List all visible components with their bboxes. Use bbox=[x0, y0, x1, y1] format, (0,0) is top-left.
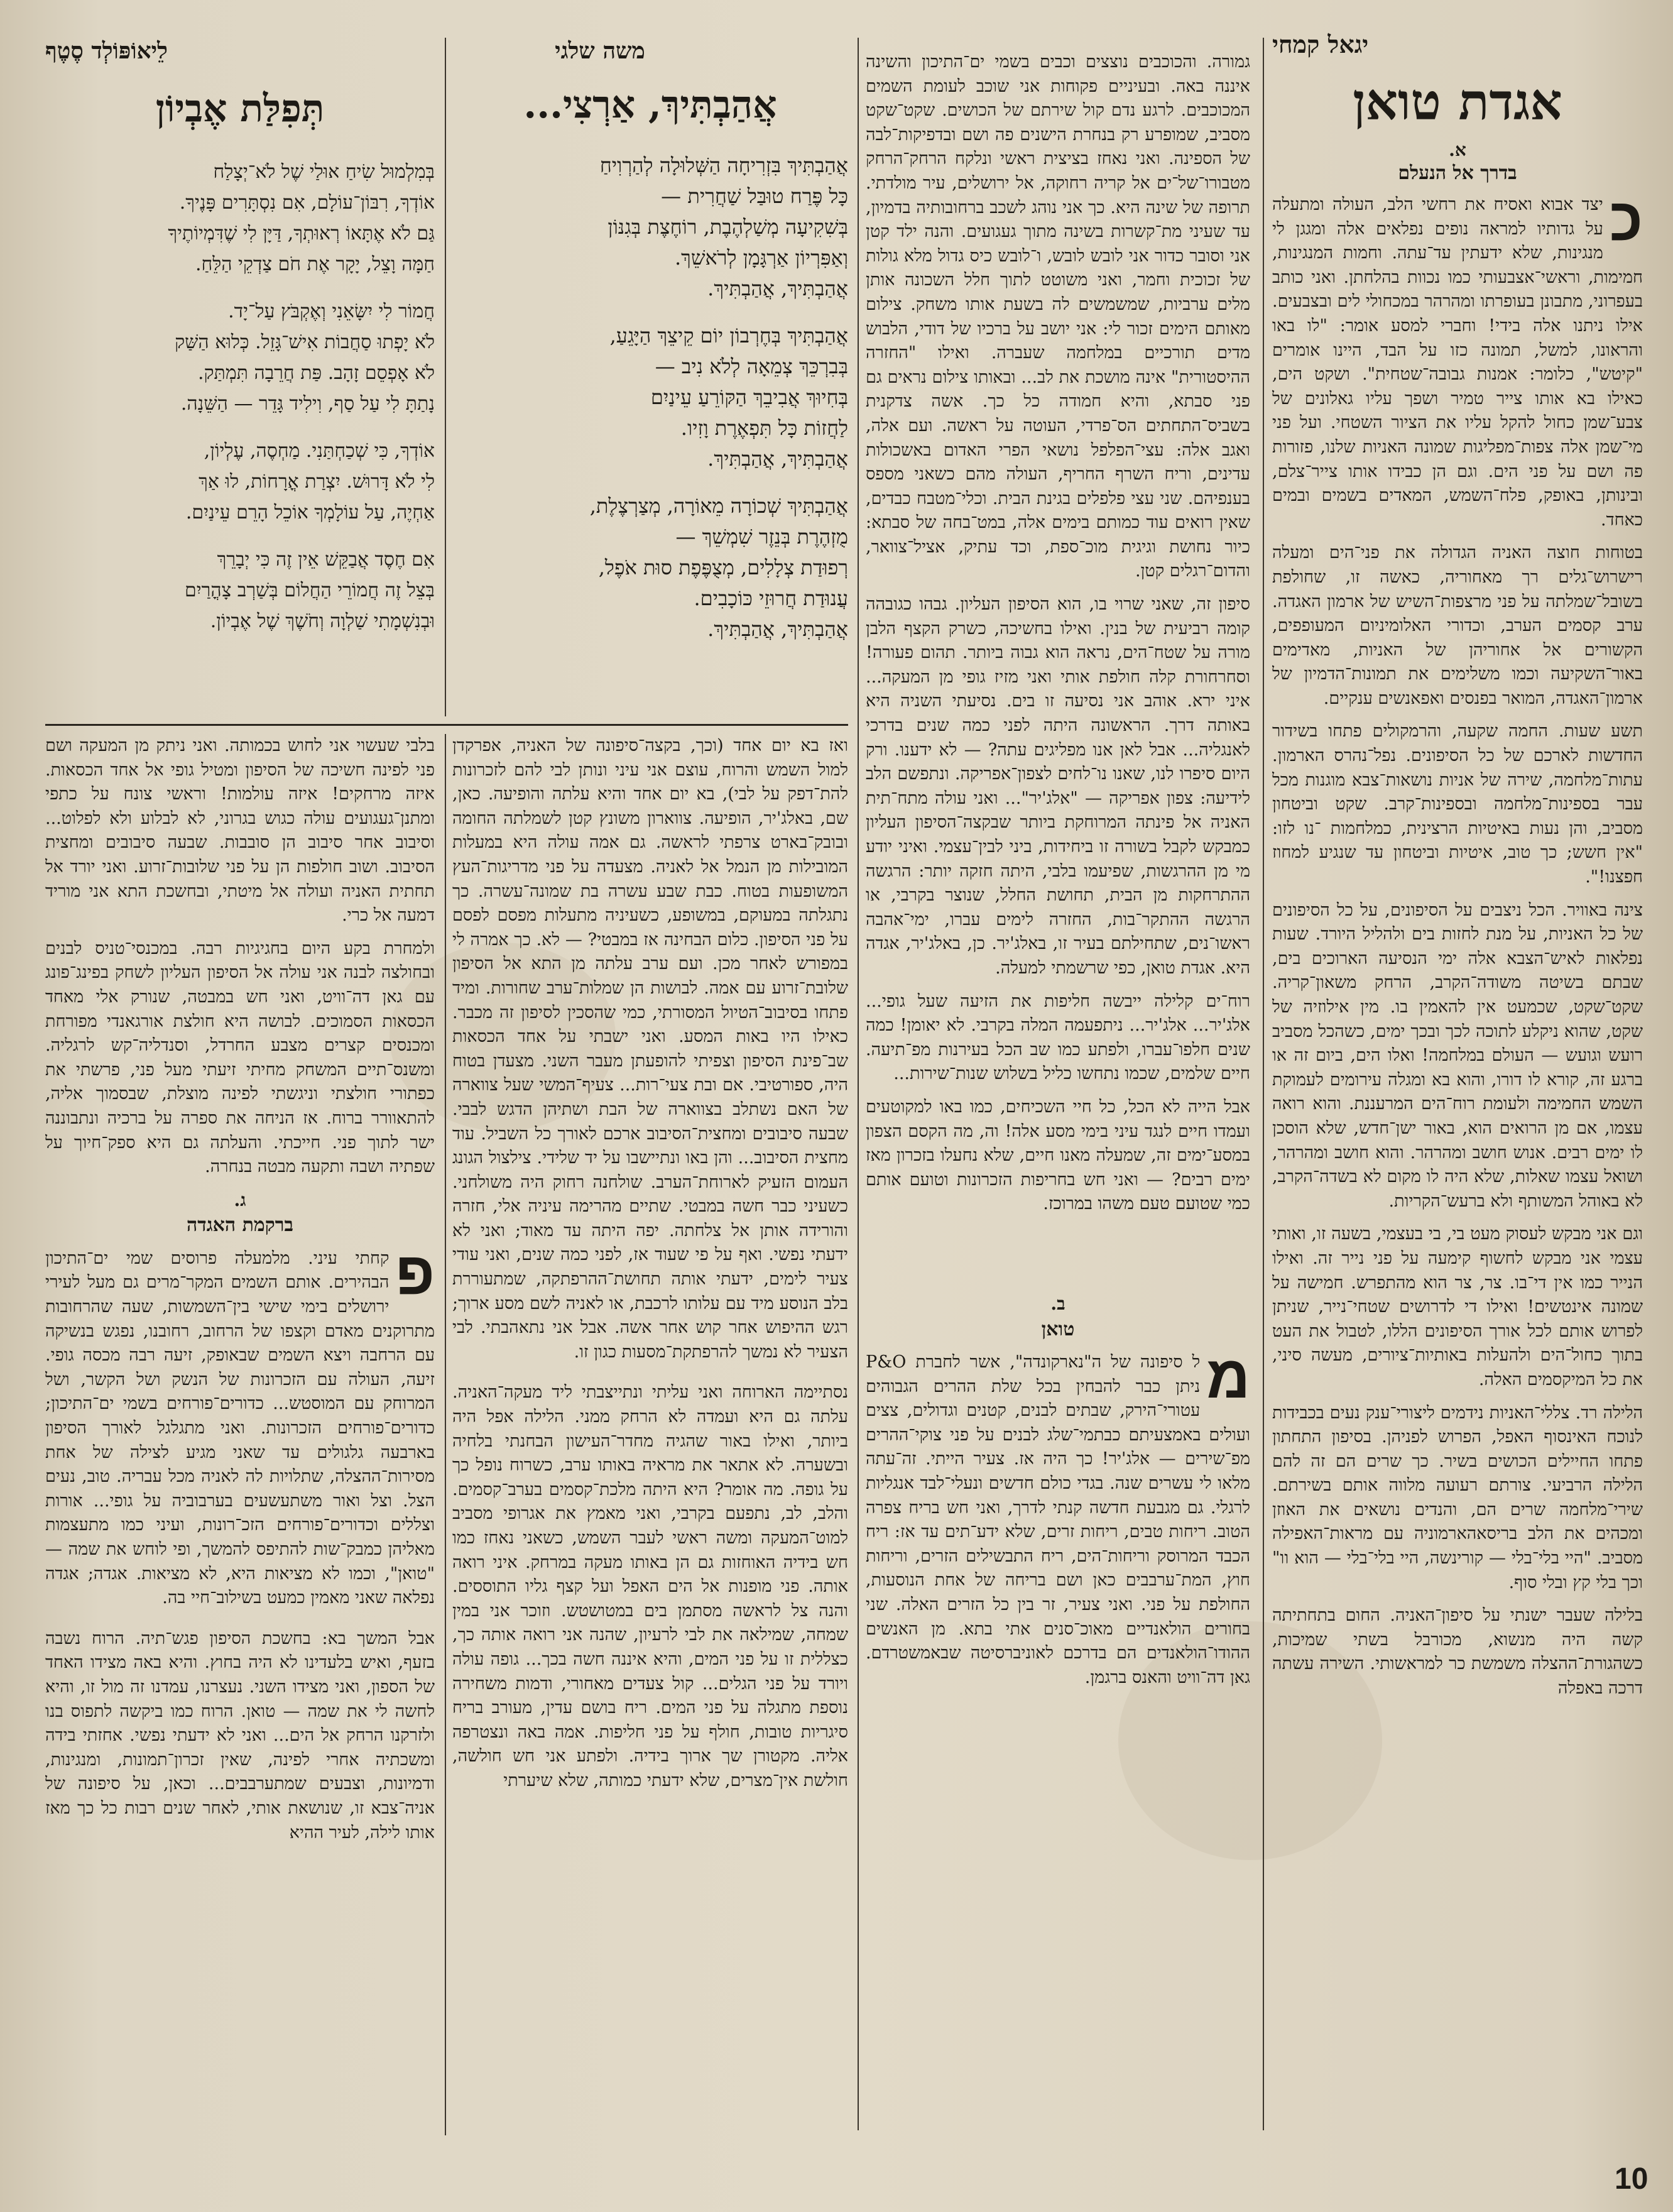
page-number: 10 bbox=[1615, 2162, 1648, 2196]
lower-middle-paragraph: נסתיימה הארוחה ואני עליתי ונתייצבתי ליד מעקה־האניה. עלתה גם היא ועמדה לא הרחק ממני. הלילה אפל היה ביותר, ואילו באור שהגיה מחדר־העישון הבחנתי בלחיה ובשערה. לא אתאר את מראיה באותו ערב, כשרוח נופל כך על גופה. מה אומר? היא היתה מלכת־קסמים בערב־קסמים. והלב, לב, נתפעם בקרבי, ואני מאמץ את אגרופי מסביב למוט־המעקה ומשה ראשי לעבר השמש, כשאני נאחז כמו חש בידיה האוחזות גם הן באותו מעקה במרחק. איני רואה אותה. פני מופנות אל הים האפל ועל קצף גליו התוססים. והנה צל לראשה מסתמן בים במטושטש. וזוכר אני במין שמחה, שמילאה את לבי לרעיון, שהנה אני רואה אותה כך, כצללית זו על פני המים, והיא איננה חשה בכך... גופה עולה ויורד על פני הגלים... קול צעדים מאחורי, ודמות משחירה נוספת מתגלה על פני המים. ריח בושם עדין, מעורב בריח סיגריות טובות, חולף על פני חליפות. אמה באה ונצטרפה אליה. מקטורן שך ארוך בידיה. ולפתע אני חש חולשה, חולשת אין־מצרים, שלא ידעתי כמותה, שלא שיערתי bbox=[452, 1382, 848, 1790]
chapter2-title: טואן bbox=[1041, 1318, 1075, 1340]
poem-line: בְּבִרְכֵּךְ צְמֵאָה לְלֹא נִיב — bbox=[655, 354, 848, 378]
poem-line: וְאַפִּרְיוֹן אַרְגָּמָן לְרֹאשֵׁךְ. bbox=[675, 246, 848, 270]
poem-line: אוֹדְךָ, כִּי שְׁכַחְתַּנִי. מַחְסֶה, עֶלְיוֹן, bbox=[204, 440, 435, 462]
poem-stanza bbox=[45, 296, 435, 419]
story1-paragraph: תשע שעות. החמה שקעה, והרמקולים פתחו בשידור החדשות לארכם של כל הסיפונים. נפל־נהרס הארמון. עתות־מלחמה, שירה של אניות נושאות־צבא מוגנות מכל עבר בספינות־מלחמה ובספינות־קרב. שקט וביטחון מסביב, והן נעות באיטיות הרצינית, כמלחמות ־נו לזו: "אין חשש; כך טוב, איטיות וביטחון עד שנגיע למחוז חפצנו!". bbox=[1272, 721, 1643, 887]
poem-stanza bbox=[45, 435, 435, 528]
story3-author: לֵיאוֹפּוֹלְד סֶטֶף bbox=[45, 38, 168, 64]
story1-cont-body bbox=[866, 50, 1250, 1690]
poem-line: בְּחִיוּךְ אֲבִיבֵךְ הַקּוֹרֵעַ עֵינַיִם bbox=[650, 385, 848, 409]
chapter3-number: ג. bbox=[234, 1189, 246, 1210]
column-divider bbox=[445, 38, 446, 716]
lower-left-body bbox=[45, 734, 435, 1845]
chapter2-number: ב. bbox=[1050, 1293, 1065, 1314]
lower-left-paragraph: קחתי עיני. מלמעלה פרוסים שמי ים־התיכון הבהירים. אותם השמים המקר־מרים גם מעל לעירי ירושלים בימי שישי בין־השמשות, שעה שהרחובות מתרוקנים מאדם וקצפו של הרחוב, רחובנו, נפגש בנשיקה עם הרחבה ויצא השמים שבאופק, זיעה רבה מכסה גופי. זיעה, העולה עם הזכרונות של הנשק ושל הקשר, ושל המרוחק עם המוסטש... כדורים־פורחים בשמי ים־התיכון; כדורים־פורחים הזכרונות. ואני מתגלגל לאורך הסיפון בארבעה גלגולים עד שאני מגיע לצילה של אחת מסירות־ההצלה, שתלויות לה לאניה מכל עבריה. טוב, נעים הצל. וצל ואור משתעשעים בערבוביה על גופי... אורות וצללים וכדורים־פורחים הזכ־רונות, ועיני כמו מתעצמות מאליהן כמבק־שות להתיפס להמשך, ופי לוחש את שמה — "טואן", וכמו לא מציאות היא, לא מציאות. אגדה; אגדה נפלאה שאני מאמין כמעט בשילוב־חיי בה. bbox=[45, 1248, 435, 1608]
story2-author: משה שלגי bbox=[555, 38, 645, 64]
chapter3-title: ברקמת האגדה bbox=[187, 1214, 293, 1237]
story1-column-lower-middle bbox=[452, 734, 848, 2135]
poem-line: גַּם לֹא אֶתָּאוֹ רְאוּתְךָ, דַּיָּן לִי שֶׁדִּמְיוֹתֶיךָ bbox=[168, 222, 435, 244]
story1-cont-paragraph: רוח־ים קלילה ייבשה חליפות את הזיעה שעל גופי... אלג'יר... אלג'יר... ניתפעמה המלה בקרבי. לא יאומן! כמה שנים חלפו־עברו, ולפתע כמו שב הכל בעירנות מפ־תיעה. חיים שלמים, שכמו נתחשו כליל בשלוש שנות־שירות... bbox=[866, 991, 1250, 1084]
poem-line: בְּמִלְמוּל שִׂיחַ אוּלַי שֶׁל לֹא־יְצָלַח bbox=[213, 161, 435, 183]
poem-stanza bbox=[452, 320, 848, 474]
story1-title: אגדת טואן bbox=[1353, 72, 1562, 131]
story1-column bbox=[1272, 30, 1643, 2123]
story1-cont-paragraph: אבל הייה לא הכל, כל חיי השכיחים, כמו באו למקוטעים ועמדו חיים לנגד עיני בימי מסע אלה! וה, מה הקסם הצפון במסע־ימים זה, שמעלה מאנו חיים, שלא נחעלו בזכרון מאז ימים רבים? — ואני חש בחריפות הזכרונות וטועם אותם כמי שטועם טעם משהו במרוכז. bbox=[866, 1097, 1250, 1214]
column-divider bbox=[858, 38, 859, 2130]
story1-paragraph: בלילה שעבר ישנתי על סיפון־האניה. החום בתחתיתה קשה היה מנשוא, מכורבל בשתי שמיכות, כשהגורת־ההצלה משמשת כר למראשותי. השירה עשתה דרכה באפלה bbox=[1272, 1606, 1643, 1699]
section-divider bbox=[45, 724, 848, 726]
poem-line: לֹא אָפְסֵם זָהָב. פַּת חֲרֵבָה תִּמְתַּק. bbox=[197, 362, 435, 384]
story3-title: תְּפִלַּת אֶבְיוֹן bbox=[155, 87, 325, 131]
poem-line: אוֹדְךָ, רִבּוֹן־עוֹלָם, אִם נִסְתָּרִים פָּנֶיךָ. bbox=[179, 192, 435, 214]
chapter2-dropcap: מ bbox=[1206, 1344, 1250, 1411]
poem-stanza bbox=[452, 150, 848, 304]
poem-line: אֲהַבְתִּיךְ, אֲהַבְתִּיךְ. bbox=[707, 276, 848, 300]
story1-paragraph: יצד אבוא ואסיח את רחשי הלב, העולה ומתעלה על גדותיו למראה נופים נפלאים אלה ומגגן לי מנגינות, שלא ידעתין עד־עתה. וחמות המנגינות, חמימות, וראשי־אצבעותי כמו נכוות בהלחתן. ואני כותב בעפרוני, מתבונן בעופרתו ומהרהר במכחולי לים ובצבעים. אילו ניתנו אלה בידי! וחברי למסע אומר: "לו באו והראונו, למשל, תמונה כזו על הבד, היינו אומרים "קיטש", כלומר: אמנות גבובה־שטחית". ושקט הים, כאילו בא אותו צייר טמיר ושפך עליו גאלונים של צבע־שמן כחול להקל עליו את הציור השטחי. ועל פני מי־שמן אלה צפות־מפליגות שמונה האניות שלנו, פזורות פה ושם על פני הים. וגם הן כבידו אותו צייר־צלם, ובינותן, באופק, פלח־השמש, המאדים בשמים ובמים כאחד. bbox=[1272, 195, 1643, 530]
story1-author: יגאל קמחי bbox=[1272, 30, 1369, 58]
poem-stanza bbox=[45, 156, 435, 280]
story2-title: אֲהַבְתִּיךְ, אַרְצִי... bbox=[523, 83, 777, 127]
column-divider bbox=[445, 734, 446, 2135]
story1-body bbox=[1272, 186, 1643, 1701]
story1-cont-paragraph: גמורה. והכוכבים נוצצים וכבים בשמי ים־התיכון והשינה איננה באה. ובעיניים פקוחות אני שוכב לעומת השמים המכוכבים. לרגע נדם קול שירתם של הכושים. שקט־שקט מסביב, שמופרע רק בנחרת הישנים פה ושם ובדפיקות־לבה של הספינה. ואני נאחז בציצית ראשי ונלקח הרחק־הרחק מטבורו־של־ים אל קריה רחוקה, אל ירושלים, עיר מולדתי. תרופה של שינה היא. כך אני נוהג לשכב ברחובותיה בדמיון, עד שעיני מת־קשרות בשינה מתוך געגועים. והנה ילד קטן אני וסובר כדור אני לובש לובש, ו־לובש כיס גדול מלא גולות של זכוכית וחמר, ואני משוטט לתוך חלל השכונה אותן מלים ערביות, שמשמשים לה בשעת אותו משחק. צילום מאותם הימים זכור לי: אני יושב על ברכיו של דודי, הלבוש מדים תורכיים במלחמה שעברה. ואילו "החזרה ההיסטורית" אינה מושכת את לב... ובאותו צילום נראים גם פני סבתא, והיא חמודה כל כך. אשה צדקנית בשביס־התחתים הס־פרדי, העוטה על ראשה. ועם אלה, ואגב אלה: עצי־הפלפל נושאי הפרי האדום באשכולות עדינים, וריח השרף החריף, העולה מהם כשאני מספס בענפיהם. שני עצי פלפלים בגינת הבית. וכלי־מטבח כבדים, שאין רואים עוד כמותם בימים אלה, במט־בחה של סבתא: כיור נחושת וגיגית מוכ־ספת, וכד עתיק, אציל־צוואר, והדום־רגלים קטן. bbox=[866, 52, 1250, 581]
poem-line: חֲמוֹר לִי יִשָּׂאֵנִי וְאֶקְבֹּץ עַל־יָד. bbox=[228, 300, 435, 322]
story1-paragraph: בטוחות חוצה האניה הגדולה את פני־הים ומעלה רישרוש־גלים רך מאחוריה, כאשה זו, שחולפת בשובל־שמלתה על פני מרצפות־השיש של ארמון האגדה. ערב קסמים הערב, וכדורי האלומיניום המעופפים, הקשורים אל אחוריהן של האניות, מאדימים באור־השקיעה וכמו משלימים את תמונות־הדמיון של ארמון־האגדה, המואר בפנסים ואפאנשים ענקיים. bbox=[1272, 543, 1643, 708]
chapter1-number: א. bbox=[1449, 140, 1466, 160]
poem-line: נָתַתָּ לִי עַל סַף, וִילִיד גָּדֵר — הַשֵּׁנָה. bbox=[180, 393, 435, 415]
story1-paragraph: הלילה רד. צללי־האניות נידמים ליצורי־ענק נעים בכבידות לנוכח האינסוף האפל, הפרוש לפניהן. בסיפון התחתון פתחו החיילים הכושים בשיר. כך שרים הם זה להם הלילה הרביעי. צורתם רעועה מלווה אותם בשירתם. שירי־מלחמה שרים הם, והנדים נושאים את האוזן ומכהים את הלב בריסאהארמוניה עם מראות־האפילה מסביב. "היי בלי־בלי — קורינשה, היי בלי־בלי — הוא וו" וכך בלי קץ ובלי סוף. bbox=[1272, 1403, 1643, 1592]
poem-line: וּבְנִשְׁמָתִי שַׁלְוָה וְחֹשֶׁךְ שֶׁל אֶבְיוֹן. bbox=[210, 610, 435, 632]
poem-line: בְּשִׁקִיעָה מְשַׁלְהֶבֶת, רוֹחֶצֶת בְּגִנּוֹן bbox=[608, 215, 848, 239]
poem-line: כָּל פֶּרַח טוּבַּל שַׁחֲרִית — bbox=[661, 184, 848, 208]
story1-paragraph: וגם אני מבקש לעסוק מעט בי, בי בעצמי, בשעה זו, ואותי עצמי אני מבקש לחשוף קימעה על פני נייר זה. ואילו הנייר כמו אין די־בו. צר, צר הוא מהתפרש. חמישה על שמונה אינטשים! ואילו די לדרושים שטחי־נייר, שניתן לפרוש אותם לכל אורך הסיפונים הללו, לטבול את העט בתוך כחול־הים ולהעלות באותיות־ציורים, מעשה סיני, את כל המיקסמים האלה. bbox=[1272, 1224, 1643, 1389]
story1-dropcap: כ bbox=[1609, 186, 1643, 253]
poem-line: אִם חֶסֶד אֲבַקֵּשׁ אֵין זֶה כִּי יְבָרֵךְ bbox=[217, 549, 435, 571]
lower-middle-body bbox=[452, 734, 848, 1793]
poem-line: אֲהַבְתִּיךְ, אֲהַבְתִּיךְ. bbox=[707, 447, 848, 471]
poem-line: אֲהַבְתִּיךְ בְּחֶרְבוֹן יוֹם קֵיצֵךְ הַיָּגֵעַ, bbox=[609, 324, 848, 348]
poem-stanza bbox=[452, 491, 848, 645]
poem-line: אֲהַבְתִּיךְ שְׁכוֹרָה מֵאוֹרָה, מְצַרְצֶלֶת, bbox=[589, 494, 848, 518]
story1-paragraph: צינה באוויר. הכל ניצבים על הסיפונים, על כל הסיפונים של כל האניות, על מנת לחזות בים ולהליל היורד. שעות נפלאות לאיש־הצבא אלה ימי הנסיעה הארוכים בים, שבתם בשיטה משודה־הקרב, הרחק משאון־קריה. שקט־שקט, שכמעט אין להאמין בו. מין אילוזיה של שקט, שהוא ניקלע לתוכה לכך ובכך ימים, כשהכל מסביב רועש וגועש — העולם במלחמה! ואלו הים, ביום זה או ברגע זה, קורא לו דורו, והוא בא ומגלה עירומים לעמוקת השמש החמימה ולעומת רוח־הים המרעננת. והוא רואה עצמו, אם מן הרואים הוא, באור ישן־חדש, שלא הוסכן לו ימים רבים. אנוש חושב ומהרהר. והוא חושב ומהרהר, ושואל עצמו שאלות, שלא היה לו מקום לא בשדה־הקרב, לא באוהל המשותף ולא ברעש־הקריות. bbox=[1272, 900, 1643, 1211]
poem-stanza bbox=[45, 544, 435, 637]
story1-column-lower-left bbox=[45, 734, 435, 2135]
poem-line: אֲהַבְתִּיךְ בִּזְרִיחָה הַשְּׁלוּלָה לְהַרְוִיחַ bbox=[599, 153, 848, 177]
poem-line: רְפוּדַת צְלָלִים, מְצֻפֶּפֶת סוּת אֹפֶל, bbox=[598, 556, 848, 579]
poem-line: מֻזְהֶרֶת בְּנֵזֶר שִׁמְשֵׁךְ — bbox=[675, 525, 848, 549]
poem-line: אֲהַבְתִּיךְ, אֲהַבְתִּיךְ. bbox=[707, 617, 848, 641]
poem-line: לֹא יָפְתוּ סַחֲבוֹת אִישׁ־גָּזֵל. כְּלוּא הַשַּׁק bbox=[175, 331, 435, 353]
story2-poem bbox=[452, 38, 848, 716]
story3-poem bbox=[45, 38, 435, 716]
story3-verses bbox=[45, 156, 435, 637]
lower-left-paragraph: ולמחרת בקע היום בחגיגיות רבה. במכנסי־טניס לבנים ובחולצה לבנה אני עולה אל הסיפון העליון לשחק בפינג־פונג עם גאן דה־וויט, ואני חש במבטה, שנורק אלי מאחד הכסאות הסמוכים. לבושה היא חולצת אורגאנדי מפורחת ומכנסים קצרים מצבע החרדל, וסנדליה־קש לרגליה. ומשנס־תיים המשחק מחיתי זיעתי מעל פני, פרשתי את כפתורי חולצתי וניגשתי לפינה מוצלת, שבסמוך אליה, להתאוורר ברוח. אז הניחה את ספרה על ברכיה ונתבוננה ישר לתוך פני. חייכתי. והעלתה גם היא ספק־חיוך על שפתיה ושבה ותקעה מבטה בנחרה. bbox=[45, 938, 435, 1177]
story1-cont-paragraph: ל סיפונה של ה"נארקונדה", אשר לחברת P&O ניתן כבר להבחין בכל שלת ההרים הגבוהים עטורי־הירק, שבתים לבנים, קטנים וגדולים, צצים ועולים באמצעיתם כבתמי־שלג לבנים על פני צוקי־ההרים מפ־שירים — אלג'יר! כך היה אז. צעיר הייתי. זה־עתה מלאו לי עשרים שנה. בגדי כולם חדשים ונעלי־לבד אנגליות לרגלי. גם מגבעת חדשה קנתי לדרך, ואני חש בריח צפרה הטוב. ריחות טבים, ריחות זרים, שלא ידע־תים עד אז: ריח הכבד המרוסק וריחות־הים, ריח התבשילים הזרים, וריחות חוץ, המת־ערבבים כאן ושם בריחה של אחת הנוסעות, החולפת על פני. ואני צעיר, זר בין כל הזרים האלה. שני בחורים הולאנדיים מאוכ־סנים אתי בתא. מן האנשים ההודו־הולאנדים הם בדרכם לאוניברסיטה שבאמשטרדם. גאן דה־וויט והאנס ברגמן. bbox=[866, 1352, 1250, 1687]
column-divider bbox=[1263, 38, 1264, 2130]
poem-line: אַחְיֶה, עַל עוֹלָמְךָ אוֹכֵל הָרֵם עֵינַיִם. bbox=[185, 501, 435, 523]
poem-line: לִי לֹא דָּרוּשׁ. יִצְרַת אֳרָחוֹת, לוּ אַךְ bbox=[199, 471, 435, 493]
poem-line: עֲנוּדַת חֲרוּזֵי כּוֹכָבִים. bbox=[694, 586, 848, 610]
lower-middle-paragraph: ואז בא יום אחד (וכך, בקצה־סיפונה של האניה, אפרקדן למול השמש והרוח, עוצם אני עיני ונותן לבי להם לזכרונות להת־דפק על לבי), בא יום אחד והיא עלתה והופיעה. כאן, שם, באלג'יר, הופיעה. צווארון משונץ קטן לשמלתה החומה ובובק־בארט צרפתי לראשה. גם אמה עולה היא במעלות המובילות מן הנמל אל לאניה. מצעדה על פני מדריגות־העץ המשופעות בטוח. כבת שבע עשרה בת שמונה־עשרה. כך נתגלתה במעוקם, במשופע, כשעיניה מתעלות מפסם לפסם על פני הסיפון. כלום הבחינה אז במבטי? — לא. כך אמרה לי במפורש לאחר מכן. ועם ערב עלתה מן התא אל הסיפון שלובת־זרוע עם אמה. לבושות הן שמלות־ערב שחורות. ומיד פתחו בסיבוב־הטיול המסורתי, כמי שהסכין לסיפון זה מכבר. כאילו היו באות המסע. ואני ישבתי על אחד הכסאות שב־פינת הסיפון וצפיתי להופעתן מעבר השני. מצעדן בטוח היה, ספורטיבי. אם ובת צעי־רות... צעיף־המשי שעל צווארה של האם נשתלב בצווארה של הבת ושתיהן הדגש לבבי. שבעה סיבובים ומחצית־הסיבוב ארכם לאורך כל השביל. עוד מחצית הסיבוב... והן באו ונתיישבו על יד שלידי. צילצול הגונג העמום הזעיק לארוחת־הערב. שולחנה רחוק היה משולחני. כשעיני כבר חשה במבטי. שתיים מהרימה עיניה אלי, חזרה והורידה אותן אל צלחתה. יפה היתה עד מאוד; ואני לא ידעתי נפשי. ואף על פי שעוד אז, לפני כמה שנים, ואני עודי צעיר לימים, ידעתי אותה תחושת־ההרפתקה, שמתעוררת בלב הנוסע מיד עם עלותו לרכבת, או לאניה לשם מסע ארוך; רגש ההיפוש אחר קוש אחר אשה. אבל אני נתאהבתי. לבי הצעיר לא נמשך להרפתקת־מסעות כגון זו. bbox=[452, 736, 848, 1362]
lower-left-paragraph: בלבי שעשוי אני לחוש בכמותה. ואני ניתק מן המעקה ושם פני לפינה חשיכה של הסיפון ומטיל גופי אל אחד הכסאות. איזה מרחקים! איזה עולמות! וראשי צונח על כתפי ומתנן־געגועים עולה כגוש בגרוני, לא לבלוע ולא לפלוט... וסיבוב אחר סיבוב הן סובבות. שבעה סיבובים ומחצית הסיבוב. ושוב חולפות הן על פני שלובות־זרוע. ואני יורד אל תחתית האניה ועולה אל מיטתי, ובחשכת התא אני מוריד דמעה אל כרי. bbox=[45, 736, 435, 926]
story1-cont-paragraph: סיפון זה, שאני שרוי בו, הוא הסיפון העליון. גבהו כגובהה קומה רביעית של בנין. ואילו בחשיכה, כשרק הקצף הלבן מורה על שטח־הים, נראה הוא גבוה ביותר. תהום פעורה! וסחרחורת קלה חולפת אותי ואני מזיז גופי מן המעקה... איני ירא. אוהב אני נסיעה זו בים. נסיעתי השניה היא באותה דרך. הראשונה היתה לפני כמה שנים בדרכי לאנגליה... אבל לאן אנו מפליגים עתה? — לא ידענו. ורק היום סיפרו לנו, שאנו נו־לחים לצפון־אפריקה. ונתפשם הלב לידיעה: צפון אפריקה — "אלג'יר"... ואני עולה מתח־תית האניה אל פינתה המרוחקת ביותר שבקצה־הסיפון העליון כמבקש לקבל בשורה זו ביחידות, ביני לבין־עצמי. ואיני יודע מי מן ההרגשות, שפיעמו בלבי, היתה חזקה יותר: הרגשה ההתרחקות מן הבית, תחושת החלל, שנוצר בקרבי, או הרגשה ההתקר־בות, החזרה לימים עברו, ימי־אהבה ראשו־נים, שתחילתם בעיר זו, באלג'יר. כן, באלג'יר, אגדה היא. אגדת טואן, כפי שרשמתי למעלה. bbox=[866, 594, 1250, 978]
poem-line: לַחֲזוֹת כָּל תִּפְאֶרֶת וָזִיו. bbox=[680, 416, 848, 440]
story1-continuation-column bbox=[866, 50, 1250, 2137]
lower-left-paragraph: אבל המשך בא: בחשכת הסיפון פגש־תיה. הרוח נשבה בזעף, ואיש בלעדינו לא היה בחוץ. והיא באה מצידו האחד של הספון, ואני מצידו השני. נעצרנו, עמדנו זה מול זו, והיא לחשה לי את שמה — טואן. הרוח כמו ביקשה לתפוס בנו ולזרקנו הרחק אל הים... ואני לא ידעתי נפשי. אחזתי בידה ומשכתיה אחרי לפינה, שאין זכרון־תמונות, ומנגינות, ודמיונות, וצבעים שמתערבבים... וכאן, על סיפונה של אניה־צבא זו, שנושאת אותי, לאחר שנים רבות כל כך מאז אותו לילה, לעיר ההיא bbox=[45, 1628, 435, 1842]
chapter1-title: בדרך אל הנעלם bbox=[1398, 162, 1517, 184]
chapter3-dropcap: פ bbox=[395, 1239, 435, 1307]
poem-line: בְּצֵל זֶה חֲמוֹרֵי הַחֲלוֹם בְּשַׁרְב צָהֳרַיִם bbox=[185, 579, 435, 601]
poem-line: חַמָּה וָצֵל, יָקָר אֶת חֹם צַדְקֵי הַלֵּחַ. bbox=[195, 253, 435, 275]
story2-verses bbox=[452, 150, 848, 645]
